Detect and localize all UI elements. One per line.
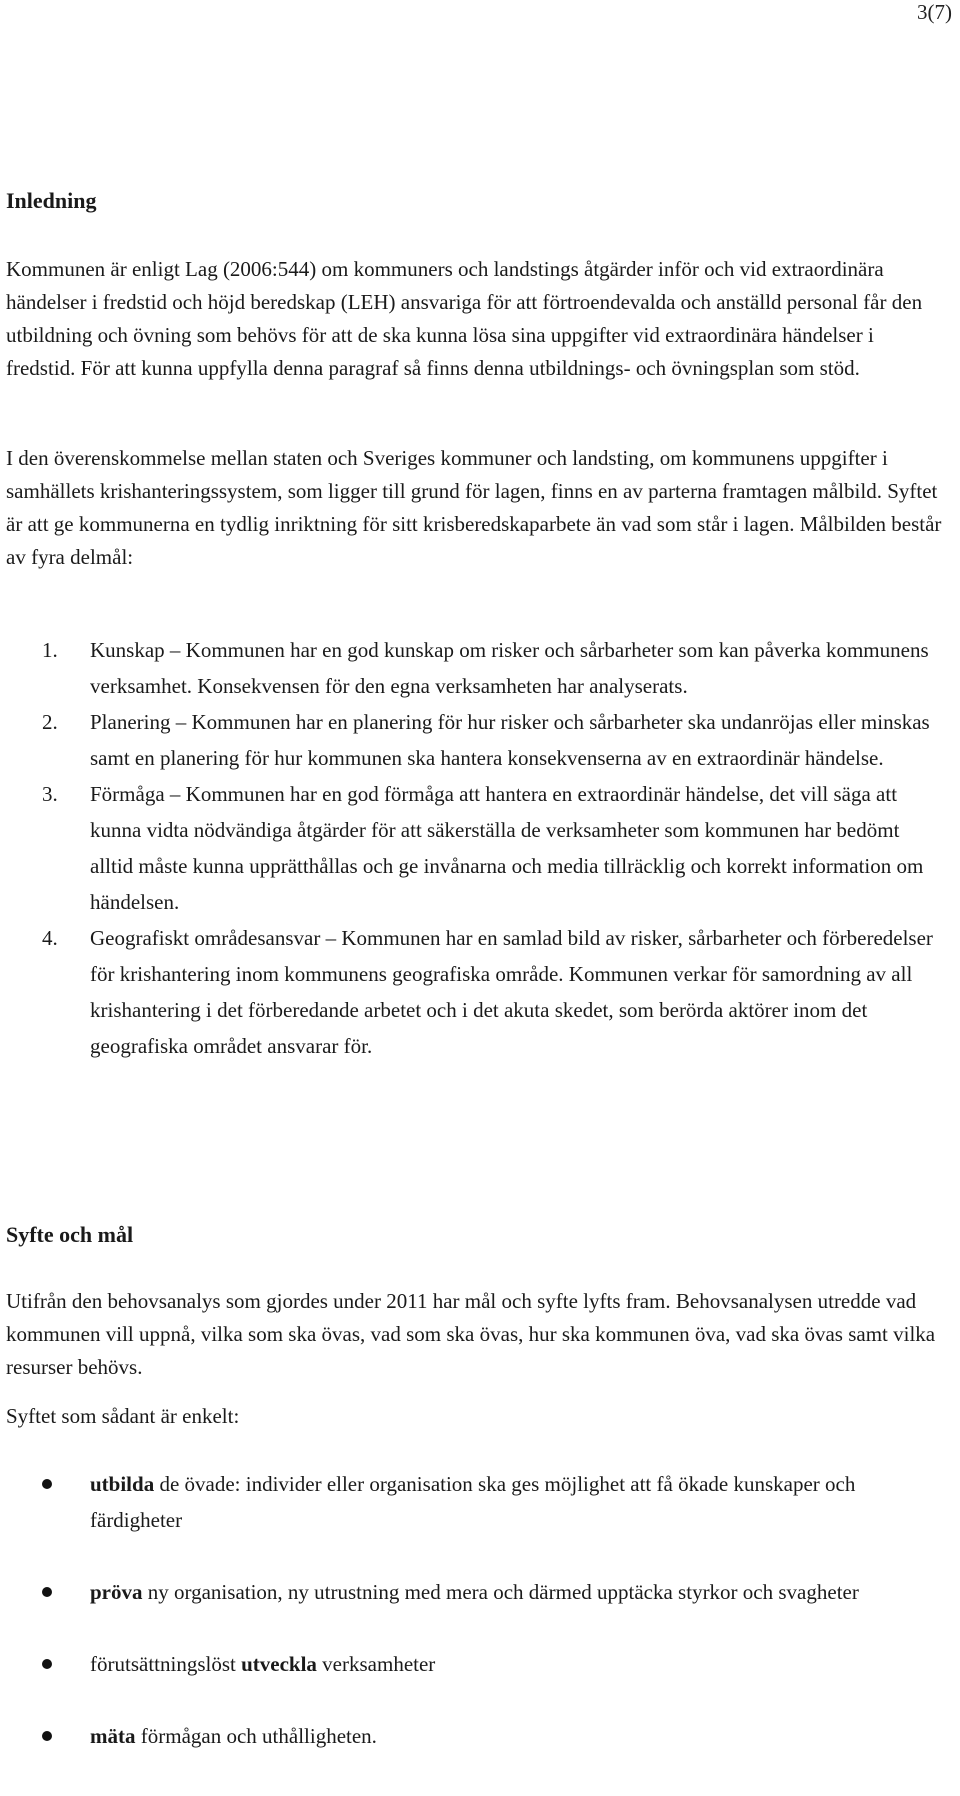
list-item-rest: verksamheter (316, 1652, 436, 1676)
list-item-prefix: förutsättningslöst (90, 1652, 242, 1676)
list-item-text: Planering – Kommunen har en planering för hur risker och sårbarheter ska undanröjas eller minskas samt en planering för hur kommunen ska hantera konsekvenserna av en extraordinär händelse. (90, 710, 930, 770)
list-item-rest: de övade: individer eller organisation ska ges möjlighet att få ökade kunskaper och färdigheter (90, 1472, 856, 1532)
list-item (6, 1718, 946, 1754)
bullet-icon (42, 1659, 52, 1669)
list-item (6, 920, 946, 1064)
list-item-text: Kunskap – Kommunen har en god kunskap om risker och sårbarheter som kan påverka kommunens verksamhet. Konsekvensen för den egna verksamheten har analyserats. (90, 638, 929, 698)
paragraph-purpose-intro: Syftet som sådant är enkelt: (6, 1404, 240, 1428)
list-item-text: Geografiskt områdesansvar – Kommunen har en samlad bild av risker, sårbarheter och förberedelser för krishantering inom kommunens geografiska område. Kommunen verkar för samordning av all krishantering i det förberedande arbetet och i det akuta skedet, som berörda aktörer inom det geografiska området ansvarar för. (90, 926, 933, 1058)
list-item (6, 1646, 946, 1682)
list-item (6, 632, 946, 704)
purposes-list (6, 1466, 946, 1790)
list-item (6, 1574, 946, 1610)
list-item (6, 704, 946, 776)
list-item-number: 1. (42, 638, 58, 662)
list-item-keyword: utbilda (90, 1472, 155, 1496)
list-item (6, 1466, 946, 1538)
list-item-number: 2. (42, 710, 58, 734)
paragraph-intro-law: Kommunen är enligt Lag (2006:544) om kommuners och landstings åtgärder inför och vid extraordinära händelser i fredstid och höjd beredskap (LEH) ansvariga för att förtroendevalda och anställd personal får den utbildning och övning som behövs för att de ska kunna lösa sina uppgifter vid extraordinära händelser i fredstid. För att kunna uppfylla denna paragraf så finns denna utbildnings- och övningsplan som stöd. (6, 257, 923, 380)
list-item-keyword: pröva (90, 1580, 143, 1604)
list-item-keyword: utveckla (241, 1652, 317, 1676)
bullet-icon (42, 1587, 52, 1597)
list-item-number: 3. (42, 782, 58, 806)
paragraph-needs-analysis: Utifrån den behovsanalys som gjordes under 2011 har mål och syfte lyfts fram. Behovsanalysen utredde vad kommunen vill uppnå, vilka som ska övas, vad som ska övas, hur ska kommunen öva, vad ska övas samt vilka resurser behövs. (6, 1289, 936, 1379)
list-item-text: Förmåga – Kommunen har en god förmåga att hantera en extraordinär händelse, det vill säga att kunna vidta nödvändiga åtgärder för att säkerställa de verksamheter som kommunen har bedömt alltid måste kunna upprätthållas och ge invånarna och media tillräcklig och korrekt information om händelsen. (90, 782, 924, 914)
list-item-keyword: mäta (90, 1724, 136, 1748)
section-heading-syfte: Syfte och mål (6, 1222, 134, 1247)
list-item-number: 4. (42, 926, 58, 950)
page-number: 3(7) (917, 0, 952, 24)
list-item-rest: förmågan och uthålligheten. (135, 1724, 377, 1748)
paragraph-intro-agreement: I den överenskommelse mellan staten och Sveriges kommuner och landsting, om kommunens uppgifter i samhällets krishanteringssystem, som ligger till grund för lagen, finns en av parterna framtagen målbild. Syftet är att ge kommunerna en tydlig inriktning för sitt krisberedskaparbete än vad som står i lagen. Målbilden består av fyra delmål: (6, 446, 942, 569)
bullet-icon (42, 1479, 52, 1489)
bullet-icon (42, 1731, 52, 1741)
list-item-rest: ny organisation, ny utrustning med mera och därmed upptäcka styrkor och svagheter (142, 1580, 859, 1604)
list-item (6, 776, 946, 920)
goals-list (6, 632, 946, 1064)
section-heading-inledning: Inledning (6, 188, 97, 213)
